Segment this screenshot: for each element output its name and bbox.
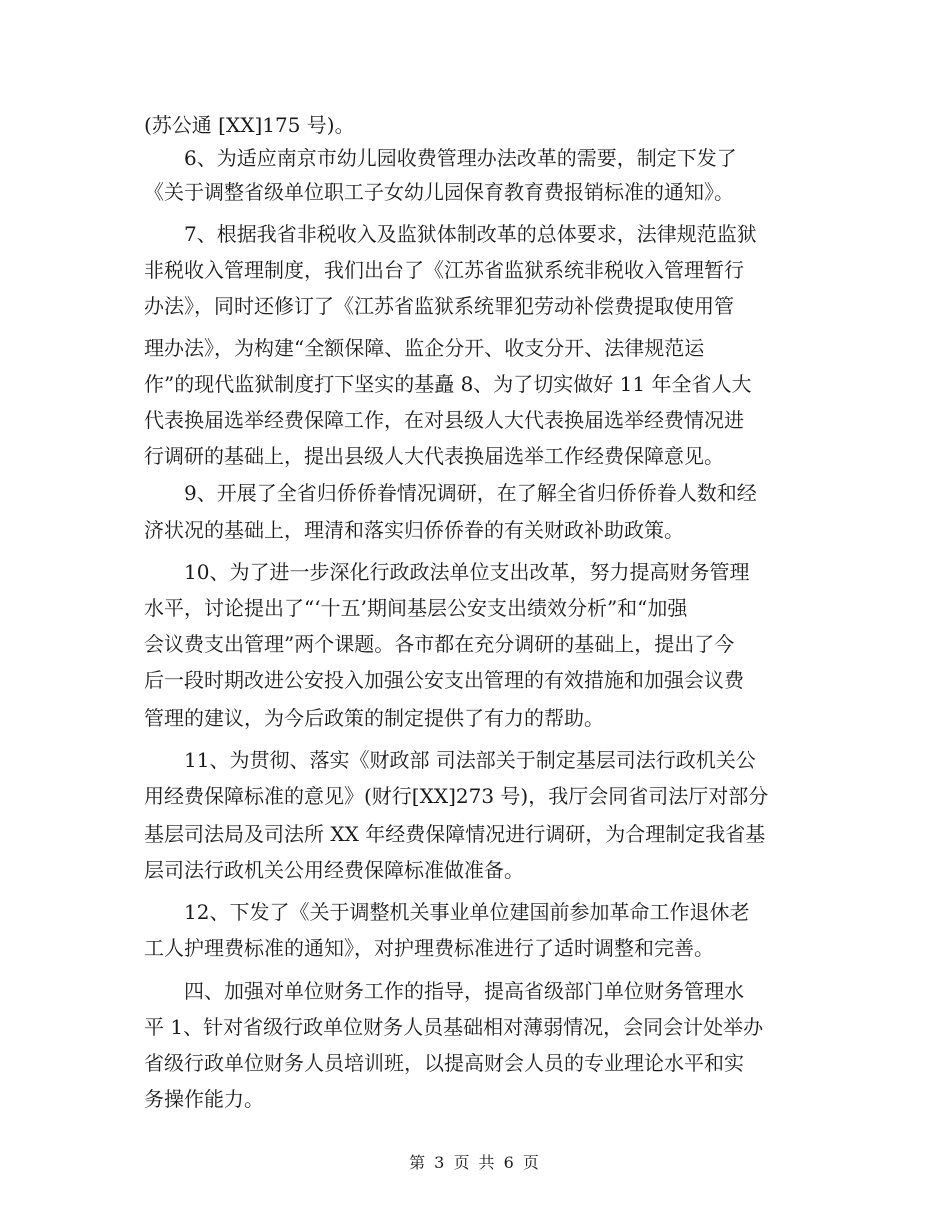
text-line: 管理的建议，为今后政策的制定提供了有力的帮助。 xyxy=(144,706,604,730)
text-line: 《关于调整省级单位职工子女幼儿园保育教育费报销标准的通知》。 xyxy=(144,180,734,204)
text-line: 作”的现代监狱制度打下坚实的基矗 8、为了切实做好 11 年全省人大 xyxy=(144,372,752,396)
text-line: 9、开展了全省归侨侨眷情况调研，在了解全省归侨侨眷人数和经 xyxy=(184,481,757,505)
text-line: 省级行政单位财务人员培训班，以提高财会人员的专业理论水平和实 xyxy=(144,1051,744,1075)
text-line: 非税收入管理制度，我们出台了《江苏省监狱系统非税收入管理暂行 xyxy=(144,258,744,282)
text-line: 6、为适应南京市幼儿园收费管理办法改革的需要，制定下发了 xyxy=(184,146,737,170)
text-line: 后一段时期改进公安投入加强公安支出管理的有效措施和加强会议费 xyxy=(144,668,744,692)
text-line: 水平，讨论提出了“‘十五’期间基层公安支出绩效分析”和“加强 xyxy=(144,596,688,620)
text-line: 基层司法局及司法所 XX 年经费保障情况进行调研，为合理制定我省基 xyxy=(144,822,766,846)
text-line: 用经费保障标准的意见》(财行[XX]273 号)，我厅会同省司法厅对部分 xyxy=(144,784,769,808)
text-line: (苏公通 [XX]175 号)。 xyxy=(144,113,355,137)
text-line: 工人护理费标准的通知》，对护理费标准进行了适时调整和完善。 xyxy=(144,936,714,960)
text-line: 务操作能力。 xyxy=(144,1087,264,1111)
text-line: 10、为了进一步深化行政政法单位支出改革，努力提高财务管理 xyxy=(184,560,750,584)
text-line: 行调研的基础上，提出县级人大代表换届选举工作经费保障意见。 xyxy=(144,444,724,468)
text-line: 7、根据我省非税收入及监狱体制改革的总体要求，法律规范监狱 xyxy=(184,222,757,246)
text-line: 平 1、针对省级行政单位财务人员基础相对薄弱情况，会同会计处举办 xyxy=(144,1015,764,1039)
text-line: 四、加强对单位财务工作的指导，提高省级部门单位财务管理水 xyxy=(184,979,744,1003)
text-line: 11、为贯彻、落实《财政部 司法部关于制定基层司法行政机关公 xyxy=(184,748,756,772)
text-line: 济状况的基础上，理清和落实归侨侨眷的有关财政补助政策。 xyxy=(144,518,684,542)
text-line: 层司法行政机关公用经费保障标准做准备。 xyxy=(144,858,524,882)
page-number: 第 3 页 共 6 页 xyxy=(409,1153,541,1172)
text-line: 会议费支出管理”两个课题。各市都在充分调研的基础上，提出了今 xyxy=(144,632,735,656)
text-line: 代表换届选举经费保障工作，在对县级人大代表换届选举经费情况进 xyxy=(144,408,744,432)
text-line: 办法》，同时还修订了《江苏省监狱系统罪犯劳动补偿费提取使用管 xyxy=(144,294,734,318)
text-line: 理办法》，为构建“全额保障、监企分开、收支分开、法律规范运 xyxy=(144,336,705,360)
text-line: 12、下发了《关于调整机关事业单位建国前参加革命工作退休老 xyxy=(184,900,750,924)
